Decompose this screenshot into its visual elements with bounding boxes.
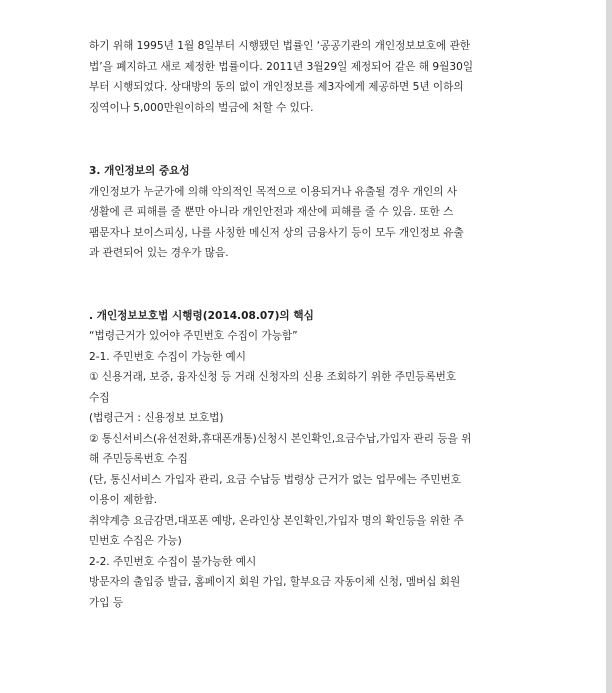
intro-paragraph bbox=[89, 36, 525, 118]
section-4-line: 2-2. 주민번호 수집이 불가능한 예시 bbox=[89, 555, 257, 568]
section-4-line: 취약계층 요금감면,대포폰 예방, 온라인상 본인확인,가입자 명의 확인등을 위한 주 bbox=[89, 514, 464, 527]
section-3-line: 개인정보가 누군가에 의해 악의적인 목적으로 이용되거나 유출될 경우 개인의 사 bbox=[89, 185, 458, 198]
intro-line: 법’을 폐지하고 새로 제정한 법률이다. 2011년 3월29일 제정되어 같은 해 9월30일 bbox=[89, 60, 474, 73]
section-3 bbox=[89, 161, 525, 264]
section-4-line: 해 주민등록번호 수집 bbox=[89, 453, 188, 465]
section-4-line: 수집 bbox=[89, 391, 110, 404]
section-4-line: ① 신용거래, 보증, 융자신청 등 거래 신청자의 신용 조회하기 위한 주민등록번호 bbox=[89, 371, 457, 383]
section-3-line: 팸문자나 보이스피싱, 나를 사칭한 메신저 상의 금융사기 등이 모두 개인정보 유출 bbox=[89, 226, 464, 239]
intro-line: 징역이나 5,000만원이하의 벌금에 처할 수 있다. bbox=[89, 101, 314, 114]
section-4-line: 방문자의 출입증 발급, 홈페이지 회원 가입, 할부요금 자동이체 신청, 멤버십 회원 bbox=[89, 576, 461, 588]
section-4 bbox=[89, 306, 525, 614]
section-4-line: “법령근거가 있어야 주민번호 수집이 가능함” bbox=[89, 330, 298, 342]
intro-line: 하기 위해 1995년 1월 8일부터 시행됐던 법률인 ‘공공기관의 개인정보보호에 관한 bbox=[89, 40, 471, 52]
section-4-line: ② 통신서비스(유선전화,휴대폰개통)신청시 본인확인,요금수납,가입자 관리 등을 위 bbox=[89, 432, 472, 445]
section-4-line: (단, 통신서비스 가입자 관리, 요금 수납등 법령상 근거가 없는 업무에는 주민번호 bbox=[89, 473, 462, 486]
section-4-line: (법령근거 : 신용정보 보호법) bbox=[89, 412, 224, 424]
section-4-line: 민번호 수집은 가능) bbox=[89, 535, 182, 547]
page-edge bbox=[606, 0, 612, 693]
document-body bbox=[89, 36, 525, 613]
intro-line: 부터 시행되었다. 상대방의 동의 없이 개인정보를 제3자에게 제공하면 5년 이하의 bbox=[89, 81, 464, 93]
section-4-line: 이용이 제한함. bbox=[89, 494, 158, 506]
section-3-line: 과 관련되어 있는 경우가 많음. bbox=[89, 247, 229, 259]
section-4-line: 2-1. 주민번호 수집이 가능한 예시 bbox=[89, 350, 246, 363]
section-4-line: 가입 등 bbox=[89, 596, 124, 609]
section-3-line: 생활에 큰 피해를 줄 뿐만 아니라 개인안전과 재산에 피해를 줄 수 있음. 또한 스 bbox=[89, 206, 454, 218]
section-4-heading: . 개인정보보호법 시행령(2014.08.07)의 핵심 bbox=[89, 309, 314, 322]
section-3-heading: 3. 개인정보의 중요성 bbox=[89, 165, 190, 177]
